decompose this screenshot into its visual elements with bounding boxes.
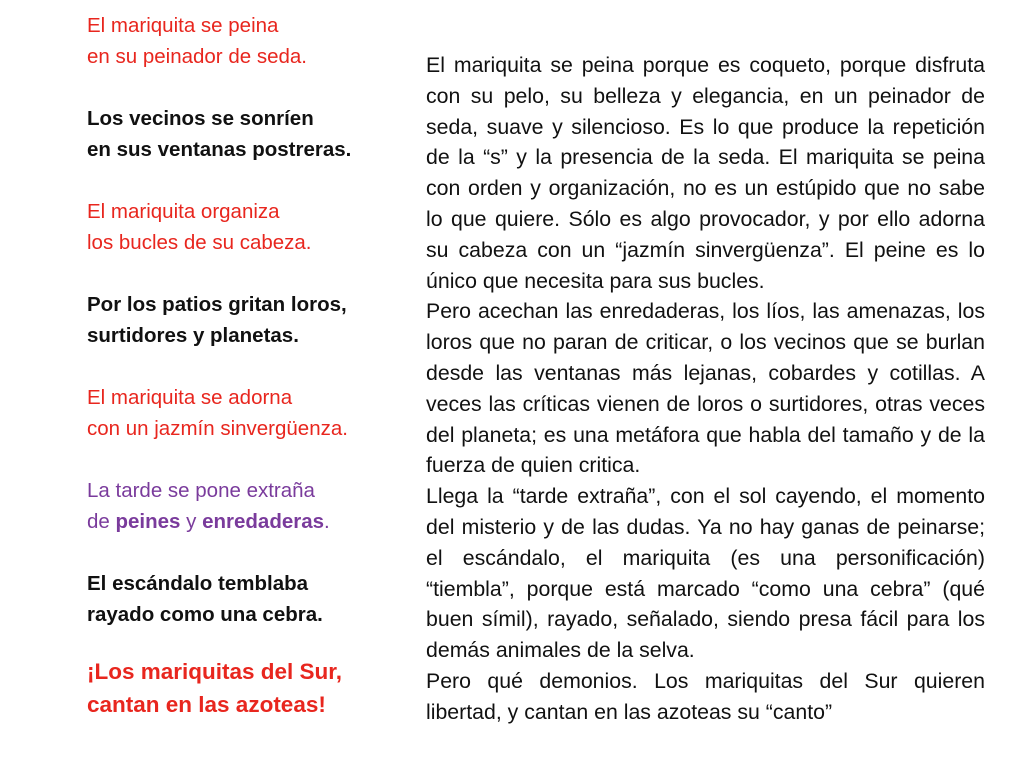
poem [87,10,397,752]
poem-line: con un jazmín sinvergüenza. [87,417,348,440]
essay-paragraph-1: El mariquita se peina porque es coqueto, porque disfruta con su pelo, su belleza y elegancia, en un peinador de seda, suave y silencioso. Es lo que produce la repetición de la “s” y la presencia de la seda. El mariquita se peina con orden y organización, no es un estúpido que no sabe lo que quiere. Sólo es algo provocador, y por ello adorna su cabeza con un “jazmín sinvergüenza”. El peine es lo único que necesita para sus bucles. [426,53,985,293]
poem-stanza-6 [87,475,397,537]
poem-stanza-1 [87,10,397,72]
poem-line [87,506,397,537]
poem-stanza-7 [87,568,397,630]
poem-stanza-2 [87,103,397,165]
poem-line: El mariquita se peina [87,14,279,37]
essay-paragraph-4: Pero qué demonios. Los mariquitas del Sur quieren libertad, y cantan en las azoteas su “canto” [426,668,985,724]
poem-stanza-4 [87,289,397,351]
poem-line: surtidores y planetas. [87,324,299,347]
poem-line: los bucles de su cabeza. [87,231,312,254]
poem-emphasis-enredaderas: enredaderas [202,510,325,533]
poem-emphasis-peines: peines [115,510,181,533]
poem-line: rayado como una cebra. [87,603,323,626]
poem-stanza-3 [87,196,397,258]
essay-paragraph-2: Pero acechan las enredaderas, los líos, las amenazas, los loros que no paran de criticar, o los vecinos que se burlan desde las ventanas más lejanas, cobardes y cotillas. A veces las críticas vienen de loros o surtidores, otras veces del planeta; es una metáfora que habla del tamaño y de la fuerza de quien critica. [426,299,985,478]
poem-stanza-5 [87,382,397,444]
poem-line: en sus ventanas postreras. [87,138,352,161]
poem-line: El mariquita se adorna [87,386,293,409]
poem-line: Por los patios gritan loros, [87,293,347,316]
poem-text: . [324,510,330,533]
essay-paragraph-3: Llega la “tarde extraña”, con el sol cayendo, el momento del misterio y de las dudas. Ya no hay ganas de peinarse; el escándalo, el mariquita (es una personificación) “tiembla”, porque está marcado “como una cebra” (qué buen símil), rayado, señalado, siendo presa fácil para los demás animales de la selva. [426,484,985,663]
poem-line: cantan en las azoteas! [87,692,326,717]
essay-commentary [426,50,985,728]
poem-text: y [180,510,203,533]
poem-line: La tarde se pone extraña [87,479,315,502]
poem-line: Los vecinos se sonríen [87,107,314,130]
poem-line: El escándalo temblaba [87,572,309,595]
poem-line: ¡Los mariquitas del Sur, [87,659,343,684]
poem-stanza-8 [87,655,397,721]
poem-line: en su peinador de seda. [87,45,307,68]
poem-line: El mariquita organiza [87,200,280,223]
poem-text: de [87,510,116,533]
